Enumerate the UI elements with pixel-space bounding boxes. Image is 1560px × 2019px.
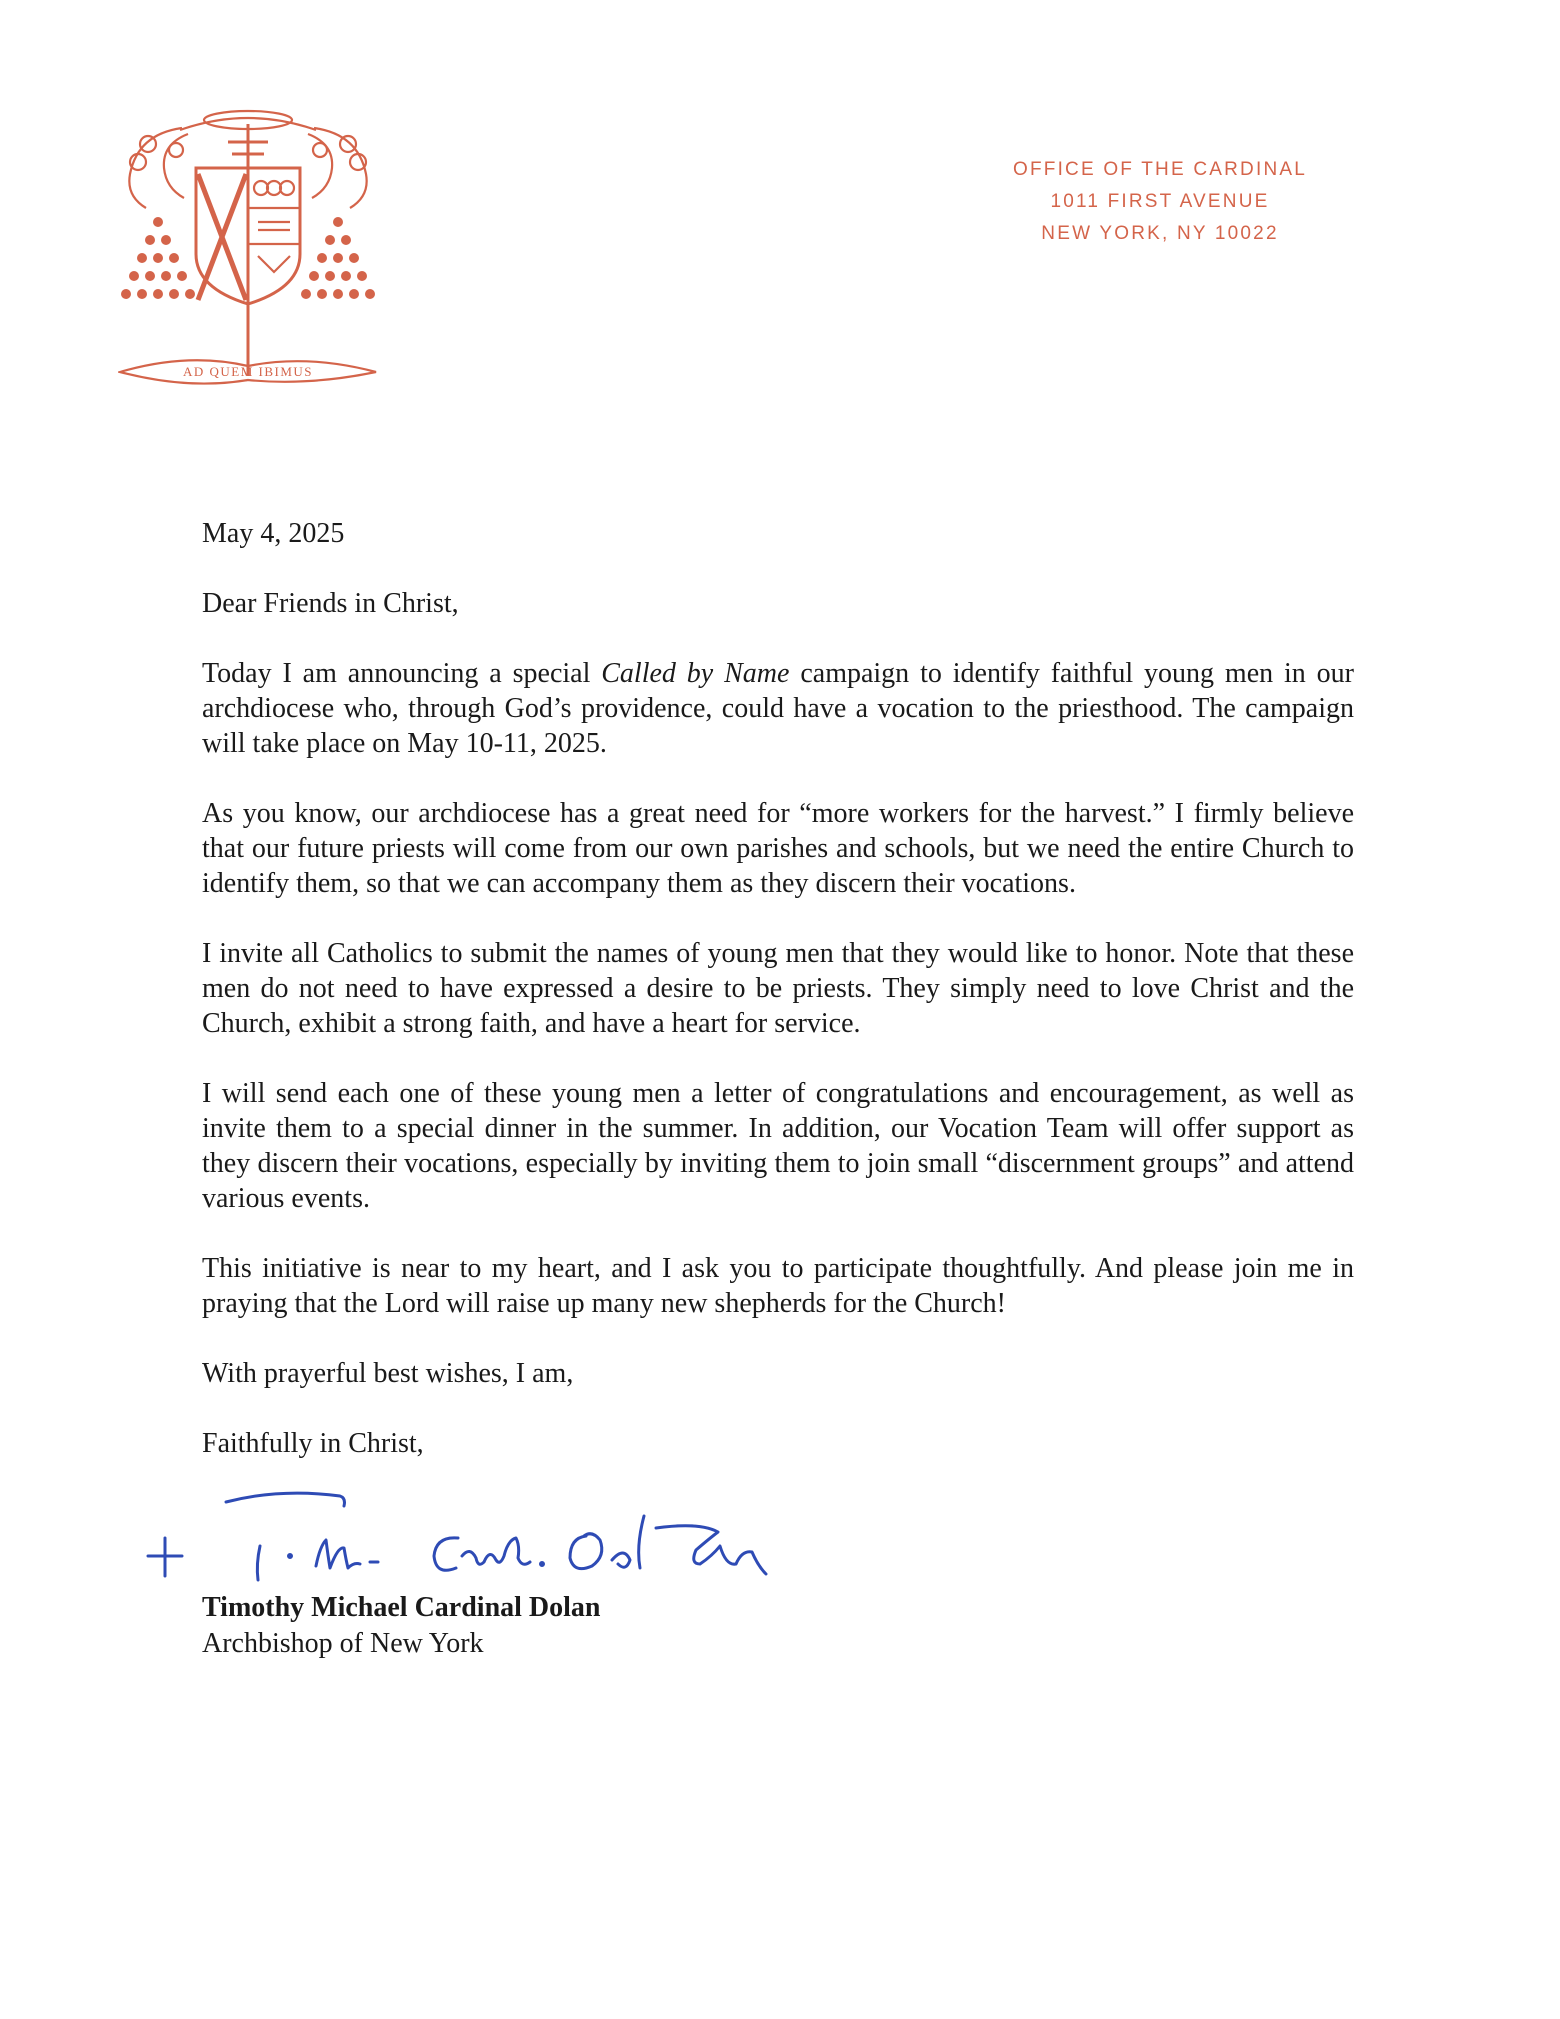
crest-motto: AD QUEM IBIMUS: [182, 364, 314, 379]
signer-name: Timothy Michael Cardinal Dolan: [202, 1592, 601, 1623]
letterhead-street: 1011 FIRST AVENUE: [1050, 191, 1270, 212]
paragraph-5: This initiative is near to my heart, and I ask you to participate thoughtfully. And please join me in praying that the Lord will raise up many new shepherds for the Church!: [202, 1253, 1354, 1319]
paragraph-1-rest: campaign to identify faithful young men in our archdiocese who, through God’s providence, could have a vocation to the priesthood. The campaign will take place on May 10-11, 2025.: [202, 658, 1354, 759]
campaign-name: Called by Name: [601, 658, 790, 689]
handwritten-signature: [140, 1476, 820, 1606]
paragraph-4: I will send each one of these young men a letter of congratulations and encouragement, as well as invite them to a special dinner in the summer. In addition, our Vocation Team will offer support as they discern their vocations, especially by inviting them to join small “discernment groups” and attend various events.: [202, 1078, 1354, 1214]
letter-salutation: Dear Friends in Christ,: [202, 588, 459, 619]
letterhead-address: [960, 154, 1360, 250]
letterhead-city: NEW YORK, NY 10022: [1041, 223, 1279, 244]
signer-title: Archbishop of New York: [202, 1628, 484, 1659]
paragraph-1-intro: Today I am announcing a special: [202, 658, 602, 689]
valediction: Faithfully in Christ,: [202, 1428, 424, 1459]
paragraph-3: I invite all Catholics to submit the names of young men that they would like to honor. Note that these men do not need to have expressed a desire to be priests. They simply need to love Christ and the Church, exhibit a strong faith, and have a heart for service.: [202, 938, 1354, 1039]
letter-date: May 4, 2025: [202, 518, 345, 549]
paragraph-2: As you know, our archdiocese has a great need for “more workers for the harvest.” I firmly believe that our future priests will come from our own parishes and schools, but we need the entire Church to identify them, so that we can accompany them as they discern their vocations.: [202, 798, 1354, 899]
letterhead-office: OFFICE OF THE CARDINAL: [1012, 159, 1308, 180]
closing-line: With prayerful best wishes, I am,: [202, 1358, 574, 1389]
paragraph-1: [202, 656, 1354, 761]
coat-of-arms-logo: [118, 104, 378, 400]
